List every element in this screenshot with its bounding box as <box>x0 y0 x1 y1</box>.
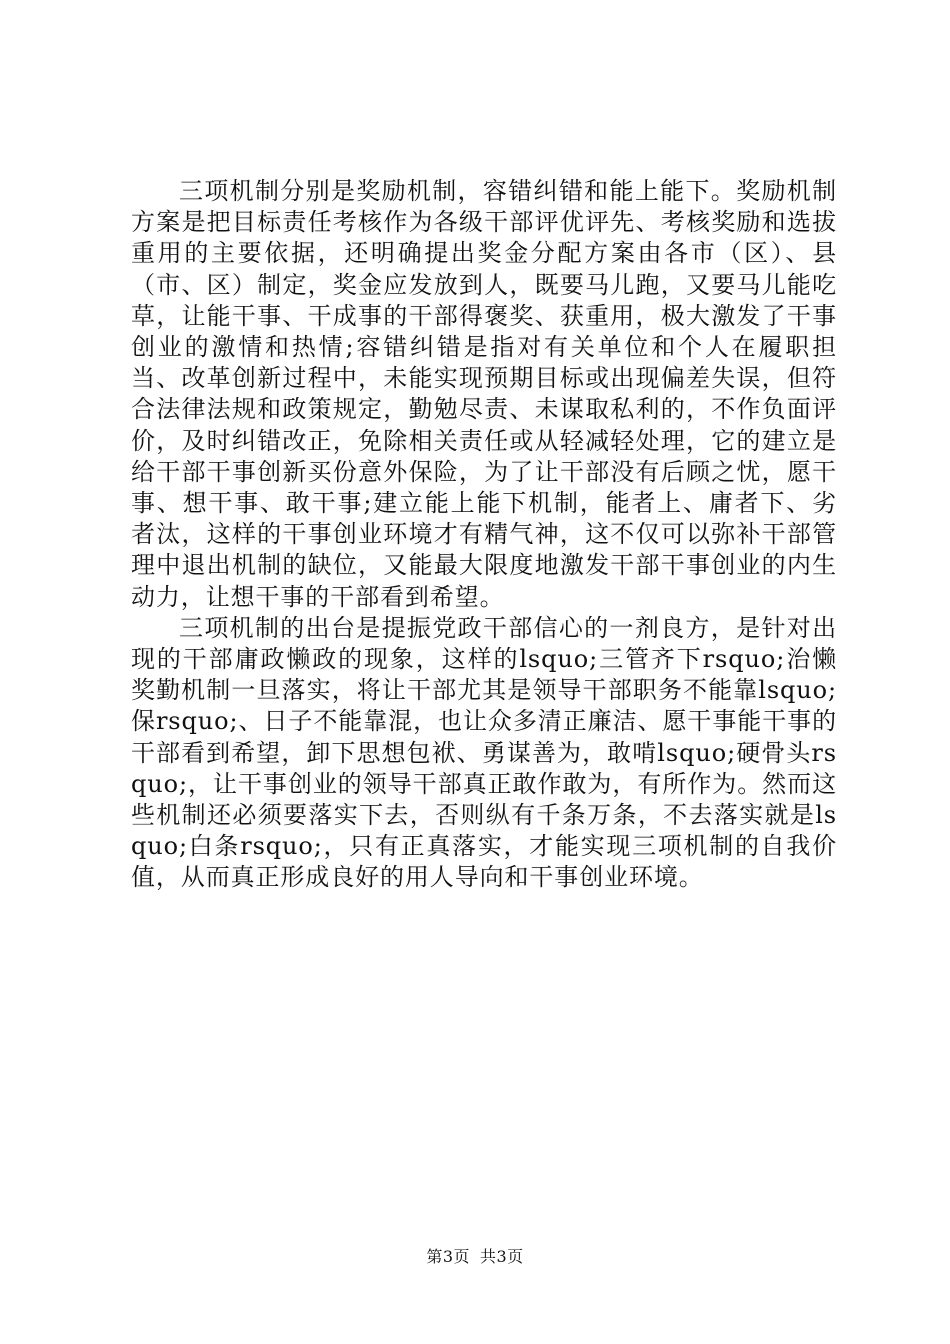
page-number: 第3页 <box>426 1247 470 1266</box>
page-footer <box>0 1244 950 1267</box>
document-body <box>131 176 837 894</box>
page-total: 共3页 <box>480 1247 524 1266</box>
paragraph-mechanisms: 三项机制分别是奖励机制，容错纠错和能上能下。奖励机制方案是把目标责任考核作为各级干部评优评先、考核奖励和选拔重用的主要依据，还明确提出奖金分配方案由各市（区）、县（市、区）制定，奖金应发放到人，既要马儿跑，又要马儿能吃草，让能干事、干成事的干部得褒奖、获重用，极大激发了干事创业的激情和热情;容错纠错是指对有关单位和个人在履职担当、改革创新过程中，未能实现预期目标或出现偏差失误，但符合法律法规和政策规定，勤勉尽责、未谋取私利的，不作负面评价，及时纠错改正，免除相关责任或从轻减轻处理，它的建立是给干部干事创新买份意外保险，为了让干部没有后顾之忧，愿干事、想干事、敢干事;建立能上能下机制，能者上、庸者下、劣者汰，这样的干事创业环境才有精气神，这不仅可以弥补干部管理中退出机制的缺位，又能最大限度地激发干部干事创业的内生动力，让想干事的干部看到希望。 <box>131 177 837 611</box>
paragraph-implementation: 三项机制的出台是提振党政干部信心的一剂良方，是针对出现的干部庸政懒政的现象，这样的lsquo;三管齐下rsquo;治懒奖勤机制一旦落实，将让干部尤其是领导干部职务不能靠lsquo;保rsquo;、日子不能靠混，也让众多清正廉洁、愿干事能干事的干部看到希望，卸下思想包袱、勇谋善为，敢啃lsquo;硬骨头rsquo;，让干事创业的领导干部真正敢作敢为，有所作为。然而这些机制还必须要落实下去，否则纵有千条万条，不去落实就是lsquo;白条rsquo;，只有正真落实，才能实现三项机制的自我价值，从而真正形成良好的用人导向和干事创业环境。 <box>131 613 837 892</box>
